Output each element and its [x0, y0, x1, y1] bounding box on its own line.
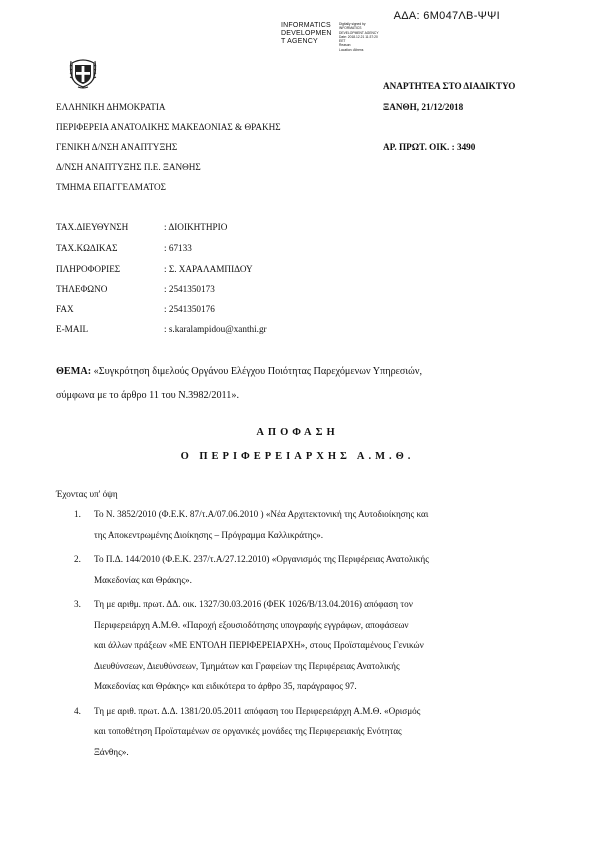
contact-value: : 67133: [164, 243, 192, 253]
email-link[interactable]: : s.karalampidou@xanthi.gr: [164, 324, 267, 334]
item-line: και τοποθέτηση Προϊσταμένων σε οργανικές μονάδες της Περιφερειακής Ενότητας: [94, 726, 402, 736]
ada-code: ΑΔΑ: 6Μ047ΛΒ-ΨΨΙ: [393, 10, 500, 22]
item-number: 1.: [74, 509, 81, 519]
stamp-right-line: INFORMATICS: [339, 26, 362, 31]
item-line: Ξάνθης».: [94, 746, 129, 757]
list-item: [56, 701, 546, 763]
contact-value: : ΔΙΟΙΚΗΤΗΡΙΟ: [164, 222, 228, 232]
stamp-right-line: DEVELOPMENT AGENCY: [339, 30, 379, 35]
stamp-right-line: Location: Athens: [339, 47, 364, 52]
contact-label: ΤΑΧ.ΚΩΔΙΚΑΣ: [56, 243, 118, 253]
contact-label: ΠΛΗΡΟΦΟΡΙΕΣ: [56, 264, 121, 274]
digital-signature-stamp: [281, 22, 379, 52]
stamp-right-line: Date: 2018.12.21 11:37:20: [339, 34, 378, 39]
item-line: Περιφερειάρχη Α.Μ.Θ. «Παροχή εξουσιοδότησης υπογραφής εγγράφων, αποφάσεων: [94, 619, 409, 630]
contact-label: ΤΗΛΕΦΩΝΟ: [56, 284, 108, 294]
contact-label: E-MAIL: [56, 324, 89, 334]
item-line: Τη με αριθ. πρωτ. Δ.Δ. 1381/20.05.2011 απόφαση του Περιφερειάρχη Α.Μ.Θ. «Ορισμός: [94, 705, 421, 716]
decision-authority: Ο ΠΕΡΙΦΕΡΕΙΑΡΧΗΣ Α.Μ.Θ.: [180, 451, 415, 462]
contact-label: FAX: [56, 304, 74, 314]
contact-label: ΤΑΧ.ΔΙΕΥΘΥΝΣΗ: [56, 222, 129, 232]
item-line: Μακεδονίας και Θράκης».: [94, 574, 192, 585]
item-number: 4.: [74, 705, 81, 716]
item-number: 3.: [74, 599, 81, 609]
subject-line: [56, 365, 422, 378]
org-line: ΕΛΛΗΝΙΚΗ ΔΗΜΟΚΡΑΤΙΑ: [56, 102, 166, 112]
org-line: ΤΜΗΜΑ ΕΠΑΓΓΕΛΜΑΤΟΣ: [56, 182, 167, 192]
publish-notice: ΑΝΑΡΤΗΤΕΑ ΣΤΟ ΔΙΑΔΙΚΤΥΟ: [383, 81, 516, 91]
item-line: και άλλων πράξεων «ΜΕ ΕΝΤΟΛΗ ΠΕΡΙΦΕΡΕΙΑΡΧΗ», στους Προϊσταμένους Γενικών: [94, 640, 424, 650]
item-line: Το Ν. 3852/2010 (Φ.Ε.Κ. 87/τ.Α/07.06.2010 ) «Νέα Αρχιτεκτονική της Αυτοδιοίκησης και: [94, 509, 429, 519]
protocol-number: ΑΡ. ΠΡΩΤ. ΟΙΚ. : 3490: [383, 142, 476, 152]
decision-title: ΑΠΟΦΑΣΗ: [256, 427, 339, 438]
item-line: Διευθύνσεων, Διευθύνσεων, Τμημάτων και Γραφείων της Περιφέρειας Ανατολικής: [94, 660, 400, 671]
item-line: της Αποκεντρωμένης Διοίκησης – Πρόγραμμα Καλλικράτης».: [94, 529, 324, 540]
stamp-left-line: INFORMATICS: [281, 22, 331, 29]
stamp-right-line: Reason:: [339, 43, 352, 48]
contact-value: : 2541350173: [164, 284, 215, 294]
subject-label: ΘΕΜΑ:: [56, 366, 92, 377]
stamp-left-line: DEVELOPMEN: [281, 30, 332, 37]
org-line: Δ/ΝΣΗ ΑΝΑΠΤΥΞΗΣ Π.Ε. ΞΑΝΘΗΣ: [56, 162, 201, 172]
subject-text: «Συγκρότηση διμελούς Οργάνου Ελέγχου Ποιότητας Παρεχόμενων Υπηρεσιών,: [93, 366, 423, 377]
item-line: Μακεδονίας και Θράκης» και ειδικότερα το άρθρο 35, παράγραφος 97.: [94, 681, 357, 691]
intro-text: Έχοντας υπ' όψη: [56, 489, 118, 499]
document-date: ΞΑΝΘΗ, 21/12/2018: [383, 102, 464, 112]
contact-value: : 2541350176: [164, 304, 215, 314]
item-line: Τη με αριθμ. πρωτ. ΔΔ. οικ. 1327/30.03.2016 (ΦΕΚ 1026/Β/13.04.2016) απόφαση τον: [94, 599, 413, 609]
stamp-left-line: T AGENCY: [281, 38, 318, 45]
greek-emblem-icon: [68, 53, 98, 89]
list-item: [56, 549, 546, 590]
org-line: ΓΕΝΙΚΗ Δ/ΝΣΗ ΑΝΑΠΤΥΞΗΣ: [56, 142, 178, 152]
item-number: 2.: [74, 554, 81, 564]
stamp-right-line: EET: [339, 39, 346, 44]
contact-value: : Σ. ΧΑΡΑΛΑΜΠΙΔΟΥ: [164, 264, 253, 274]
stamp-right-line: Digitally signed by: [339, 22, 366, 26]
org-line: ΠΕΡΙΦΕΡΕΙΑ ΑΝΑΤΟΛΙΚΗΣ ΜΑΚΕΔΟΝΙΑΣ & ΘΡΑΚΗΣ: [56, 122, 281, 132]
item-line: Το Π.Δ. 144/2010 (Φ.Ε.Κ. 237/τ.Α/27.12.2010) «Οργανισμός της Περιφέρειας Ανατολικής: [94, 554, 429, 564]
list-item: [56, 594, 546, 697]
list-item: [56, 504, 546, 545]
considerations-list: [56, 504, 546, 762]
subject-text-cont: σύμφωνα με το άρθρο 11 του Ν.3982/2011».: [56, 390, 240, 401]
